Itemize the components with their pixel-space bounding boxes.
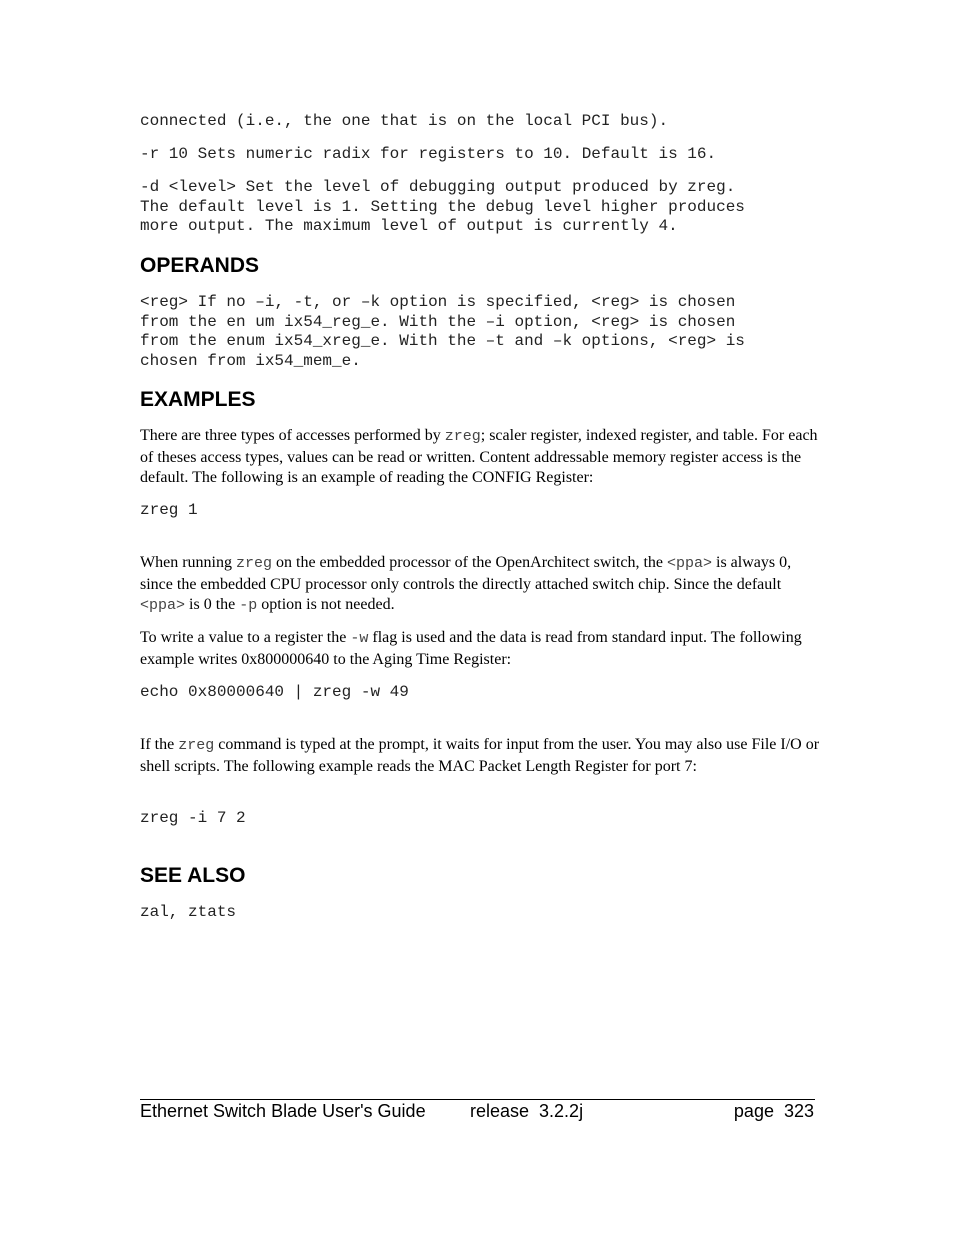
operands-heading: OPERANDS: [140, 254, 260, 277]
examples-paragraph-1: [140, 426, 820, 489]
examples-paragraph-2: [140, 553, 820, 617]
text-segment: on the embedded processor of the OpenArchitect switch, the: [272, 554, 667, 571]
text-segment: There are three types of accesses performed by: [140, 427, 445, 444]
reg-operand-label: <reg>: [140, 293, 189, 311]
inline-code: -w: [350, 630, 369, 647]
examples-paragraph-4: [140, 735, 820, 777]
code-example-3: zreg -i 7 2: [140, 809, 246, 827]
code-example-2: echo 0x80000640 | zreg -w 49: [140, 683, 409, 701]
r-option: [140, 145, 820, 165]
code-example-1: zreg 1: [140, 501, 198, 519]
reg-operand-desc-rest: from the en um ix54_reg_e. With the –i option, <reg> is chosen from the enum ix54_xreg_e. With the –t and –k options, <reg> is chosen from ix54_mem_e.: [140, 312, 745, 370]
inline-code: -p: [239, 597, 258, 614]
text-segment: ; scaler register, indexed register, and table. For each of theses access types, values can be read or written. Content addressable memory register access is the default. The following is an example of reading the CONFIG Register:: [140, 427, 818, 486]
inline-code: <ppa>: [666, 555, 712, 572]
examples-heading: EXAMPLES: [140, 388, 256, 411]
r-option-flag: -r 10: [140, 145, 189, 163]
text-segment: When running: [140, 554, 236, 571]
inline-code: <ppa>: [140, 597, 186, 614]
footer-release: release 3.2.2j: [470, 1101, 584, 1121]
examples-paragraph-3: [140, 628, 820, 670]
text-segment: command is typed at the prompt, it waits for input from the user. You may also use File I/O or shell scripts. The following example reads the MAC Packet Length Register for port 7:: [140, 736, 820, 775]
d-option: -d <level> Set the level of debugging output produced by zreg. The default level is 1. Setting the debug level higher produces more output. The maximum level of output is currently 4.: [140, 178, 745, 235]
inline-code: zreg: [235, 555, 272, 572]
text-segment: flag is used and the data is read from standard input. The following example writes 0x800000640 to the Aging Time Register:: [140, 629, 802, 668]
reg-operand-desc-line1: If no –i, -t, or –k option is specified, <reg> is chosen: [197, 293, 736, 311]
see-also-heading: SEE ALSO: [140, 864, 246, 887]
text-segment: If the: [140, 736, 179, 753]
text-segment: is 0 the: [185, 596, 240, 613]
r-option-description: Sets numeric radix for registers to 10. Default is 16.: [197, 145, 717, 163]
text-segment: To write a value to a register the: [140, 629, 351, 646]
footer-document-title: Ethernet Switch Blade User's Guide: [140, 1101, 426, 1121]
inline-code: zreg: [444, 428, 481, 445]
inline-code: zreg: [178, 737, 215, 754]
text-segment: is always 0, since the embedded CPU processor only controls the directly attached switch chip. Since the default: [140, 554, 792, 593]
footer-divider: [140, 1099, 815, 1100]
p-option-continuation: connected (i.e., the one that is on the local PCI bus).: [140, 112, 669, 130]
see-also-list: zal, ztats: [140, 903, 237, 921]
text-segment: option is not needed.: [257, 596, 395, 613]
reg-operand: [140, 293, 820, 371]
footer-page-number: page 323: [733, 1101, 814, 1121]
